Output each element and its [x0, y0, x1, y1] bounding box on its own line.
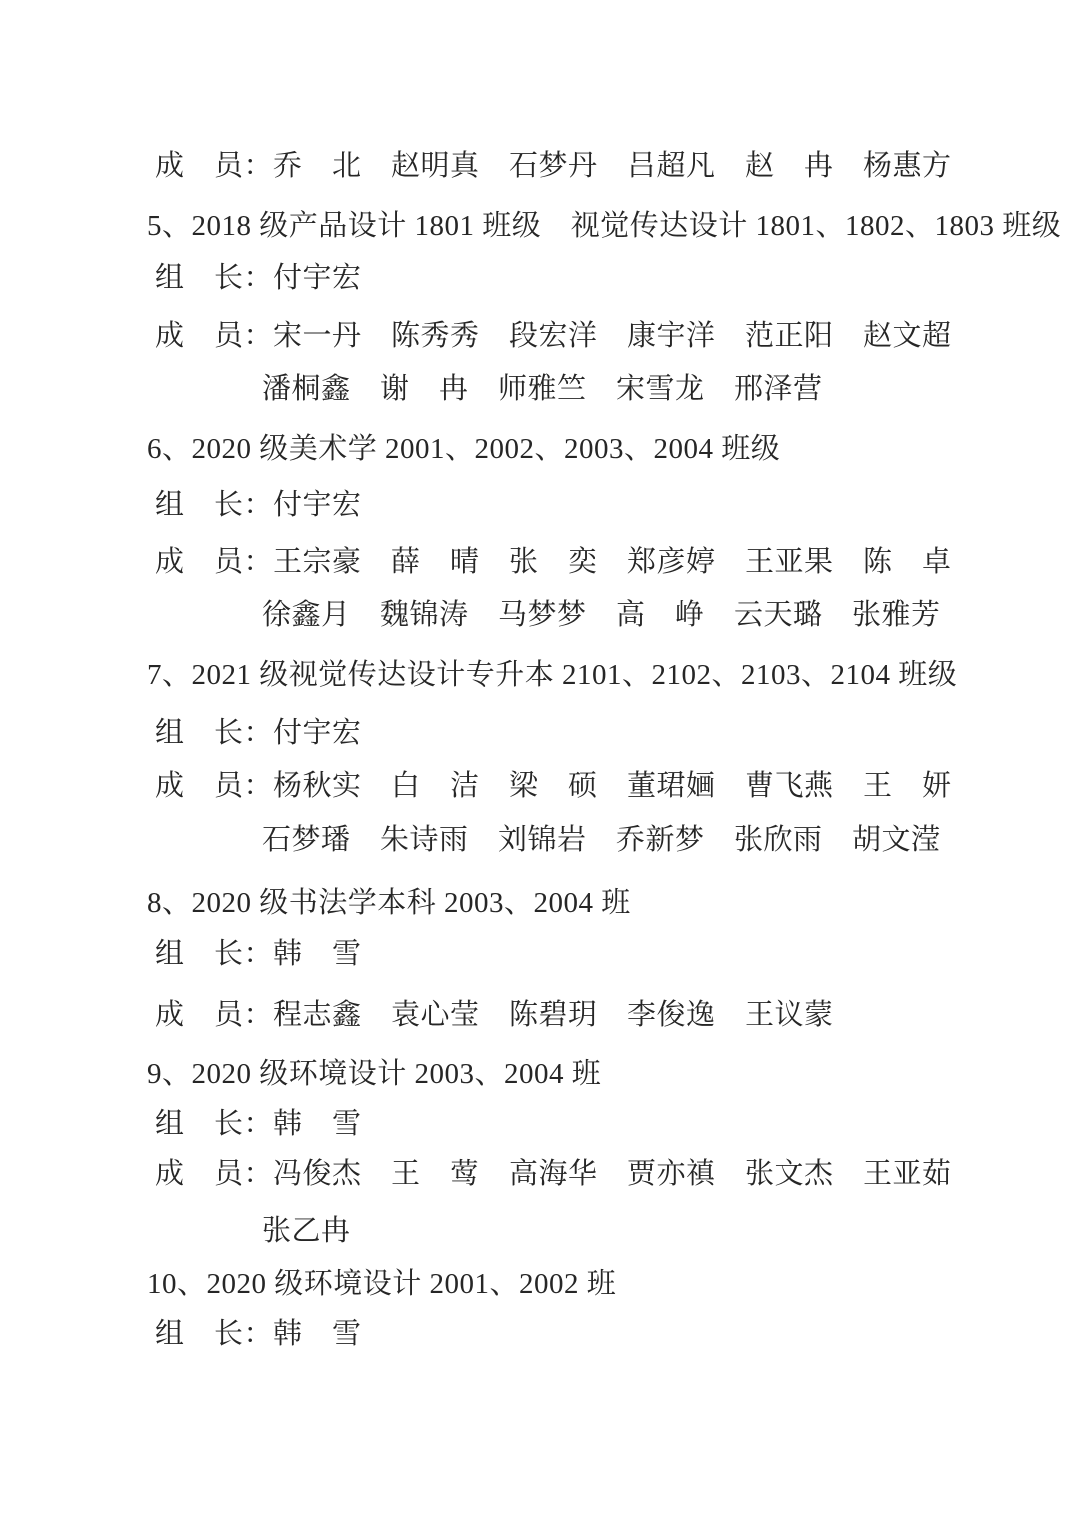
section-heading-10: 10、2020 级环境设计 2001、2002 班	[147, 1268, 617, 1300]
section-heading-9: 9、2020 级环境设计 2003、2004 班	[147, 1058, 602, 1090]
members-line-5-2: 潘桐鑫 谢 冉 师雅竺 宋雪龙 邢泽营	[262, 373, 823, 405]
section-heading-8: 8、2020 级书法学本科 2003、2004 班	[147, 887, 631, 919]
section-heading-5: 5、2018 级产品设计 1801 班级 视觉传达设计 1801、1802、1803 班级	[147, 210, 1062, 242]
leader-line-7: 组 长：付宇宏	[155, 717, 362, 749]
members-line-5-1: 成 员：宋一丹 陈秀秀 段宏洋 康宇洋 范正阳 赵文超	[155, 320, 952, 352]
leader-line-6: 组 长：付宇宏	[155, 489, 362, 521]
section-heading-6: 6、2020 级美术学 2001、2002、2003、2004 班级	[147, 433, 781, 465]
members-line-9-1: 成 员：冯俊杰 王 莺 高海华 贾亦禛 张文杰 王亚茹	[155, 1158, 952, 1190]
leader-line-10: 组 长：韩 雪	[155, 1318, 362, 1350]
members-line-intro: 成 员：乔 北 赵明真 石梦丹 吕超凡 赵 冉 杨惠方	[155, 150, 952, 182]
members-line-6-1: 成 员：王宗豪 薛 晴 张 奕 郑彦婷 王亚果 陈 卓	[155, 546, 952, 578]
leader-line-5: 组 长：付宇宏	[155, 262, 362, 294]
members-line-9-2: 张乙冉	[262, 1215, 351, 1247]
members-line-6-2: 徐鑫月 魏锦涛 马梦梦 高 峥 云天璐 张雅芳	[262, 599, 941, 631]
members-line-7-2: 石梦璠 朱诗雨 刘锦岩 乔新梦 张欣雨 胡文滢	[262, 824, 941, 856]
members-line-7-1: 成 员：杨秋实 白 洁 梁 硕 董珺婳 曹飞燕 王 妍	[155, 770, 952, 802]
leader-line-9: 组 长：韩 雪	[155, 1108, 362, 1140]
section-heading-7: 7、2021 级视觉传达设计专升本 2101、2102、2103、2104 班级	[147, 659, 958, 691]
members-line-8-1: 成 员：程志鑫 袁心莹 陈碧玥 李俊逸 王议蒙	[155, 999, 834, 1031]
leader-line-8: 组 长：韩 雪	[155, 938, 362, 970]
